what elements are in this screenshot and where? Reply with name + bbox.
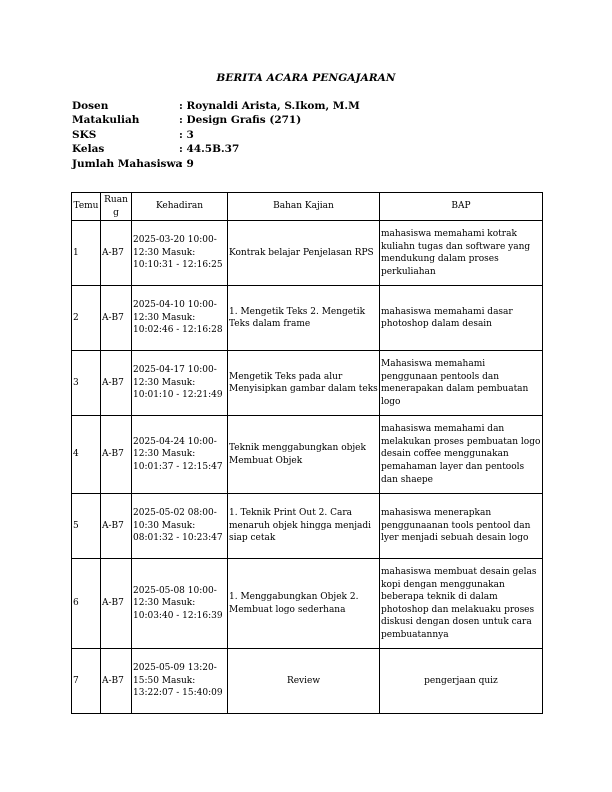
cell-ruang: A-B7 xyxy=(101,649,132,714)
cell-ruang: A-B7 xyxy=(101,559,132,649)
header-ruang: Ruang xyxy=(101,193,132,221)
table-row xyxy=(72,559,543,649)
cell-bahan-kajian: 1. Menggabungkan Objek 2. Membuat logo sederhana xyxy=(228,559,380,649)
table-row xyxy=(72,286,543,351)
cell-temu: 7 xyxy=(72,649,101,714)
cell-bahan-kajian: 1. Teknik Print Out 2. Cara menaruh objek hingga menjadi siap cetak xyxy=(228,494,380,559)
attendance-table xyxy=(71,192,543,714)
info-row-kelas xyxy=(72,143,360,157)
info-row-jumlah-mahasiswa xyxy=(72,158,360,172)
cell-bap: mahasiswa memahami dasar photoshop dalam desain xyxy=(380,286,543,351)
table-row xyxy=(72,649,543,714)
cell-temu: 3 xyxy=(72,351,101,416)
course-info xyxy=(72,100,360,172)
info-row-dosen xyxy=(72,100,360,114)
info-row-matakuliah xyxy=(72,114,360,128)
cell-bap: mahasiswa memahami dan melakukan proses pembuatan logo desain coffee menggunakan pemahaman layer dan pentools dan shaepe xyxy=(380,416,543,494)
cell-kehadiran: 2025-04-10 10:00-12:30 Masuk: 10:02:46 - 12:16:28 xyxy=(132,286,228,351)
table-row xyxy=(72,416,543,494)
cell-temu: 6 xyxy=(72,559,101,649)
cell-kehadiran: 2025-05-08 10:00-12:30 Masuk: 10:03:40 - 12:16:39 xyxy=(132,559,228,649)
table-row xyxy=(72,221,543,286)
document-title: BERITA ACARA PENGAJARAN xyxy=(216,72,396,84)
cell-kehadiran: 2025-04-17 10:00-12:30 Masuk: 10:01:10 - 12:21:49 xyxy=(132,351,228,416)
cell-bahan-kajian: Kontrak belajar Penjelasan RPS xyxy=(228,221,380,286)
cell-bahan-kajian: 1. Mengetik Teks 2. Mengetik Teks dalam frame xyxy=(228,286,380,351)
info-label: Dosen xyxy=(72,100,109,112)
table-row xyxy=(72,494,543,559)
info-label: SKS xyxy=(72,128,97,141)
info-label: Kelas xyxy=(72,143,105,156)
cell-bap: mahasiswa memahami kotrak kuliahn tugas dan software yang mendukung dalam proses perkuliahan xyxy=(380,221,543,286)
cell-ruang: A-B7 xyxy=(101,351,132,416)
cell-temu: 2 xyxy=(72,286,101,351)
cell-ruang: A-B7 xyxy=(101,221,132,286)
cell-ruang: A-B7 xyxy=(101,416,132,494)
cell-temu: 5 xyxy=(72,494,101,559)
info-value: : 9 xyxy=(179,157,194,170)
info-row-sks xyxy=(72,129,360,143)
info-value: : Roynaldi Arista, S.Ikom, M.M xyxy=(179,100,360,112)
header-kehadiran: Kehadiran xyxy=(132,193,228,221)
info-value: : 44.5B.37 xyxy=(179,143,240,156)
cell-bap: mahasiswa menerapkan penggunaanan tools pentool dan lyer menjadi sebuah desain logo xyxy=(380,494,543,559)
table-header-row xyxy=(72,193,543,221)
cell-ruang: A-B7 xyxy=(101,286,132,351)
cell-ruang: A-B7 xyxy=(101,494,132,559)
header-temu: Temu xyxy=(72,193,101,221)
cell-bap: mahasiswa membuat desain gelas kopi dengan menggunakan beberapa teknik di dalam photoshop dan melakuaku proses diskusi dengan dosen untuk cara pembuatannya xyxy=(380,559,543,649)
cell-bahan-kajian: Review xyxy=(228,649,380,714)
cell-kehadiran: 2025-05-02 08:00-10:30 Masuk: 08:01:32 - 10:23:47 xyxy=(132,494,228,559)
cell-temu: 1 xyxy=(72,221,101,286)
cell-bahan-kajian: Mengetik Teks pada alur Menyisipkan gambar dalam teks xyxy=(228,351,380,416)
header-bahan-kajian: Bahan Kajian xyxy=(228,193,380,221)
info-label: Jumlah Mahasiswa xyxy=(72,157,183,170)
info-value: : Design Grafis (271) xyxy=(179,114,302,127)
table-row xyxy=(72,351,543,416)
cell-bap: Mahasiswa memahami penggunaan pentools dan menerapakan dalam pembuatan logo xyxy=(380,351,543,416)
info-value: : 3 xyxy=(179,128,194,141)
header-bap: BAP xyxy=(380,193,543,221)
cell-kehadiran: 2025-03-20 10:00-12:30 Masuk: 10:10:31 - 12:16:25 xyxy=(132,221,228,286)
cell-kehadiran: 2025-04-24 10:00-12:30 Masuk: 10:01:37 - 12:15:47 xyxy=(132,416,228,494)
cell-bahan-kajian: Teknik menggabungkan objek Membuat Objek xyxy=(228,416,380,494)
info-label: Matakuliah xyxy=(72,114,140,127)
cell-kehadiran: 2025-05-09 13:20-15:50 Masuk: 13:22:07 - 15:40:09 xyxy=(132,649,228,714)
cell-temu: 4 xyxy=(72,416,101,494)
cell-bap: pengerjaan quiz xyxy=(380,649,543,714)
